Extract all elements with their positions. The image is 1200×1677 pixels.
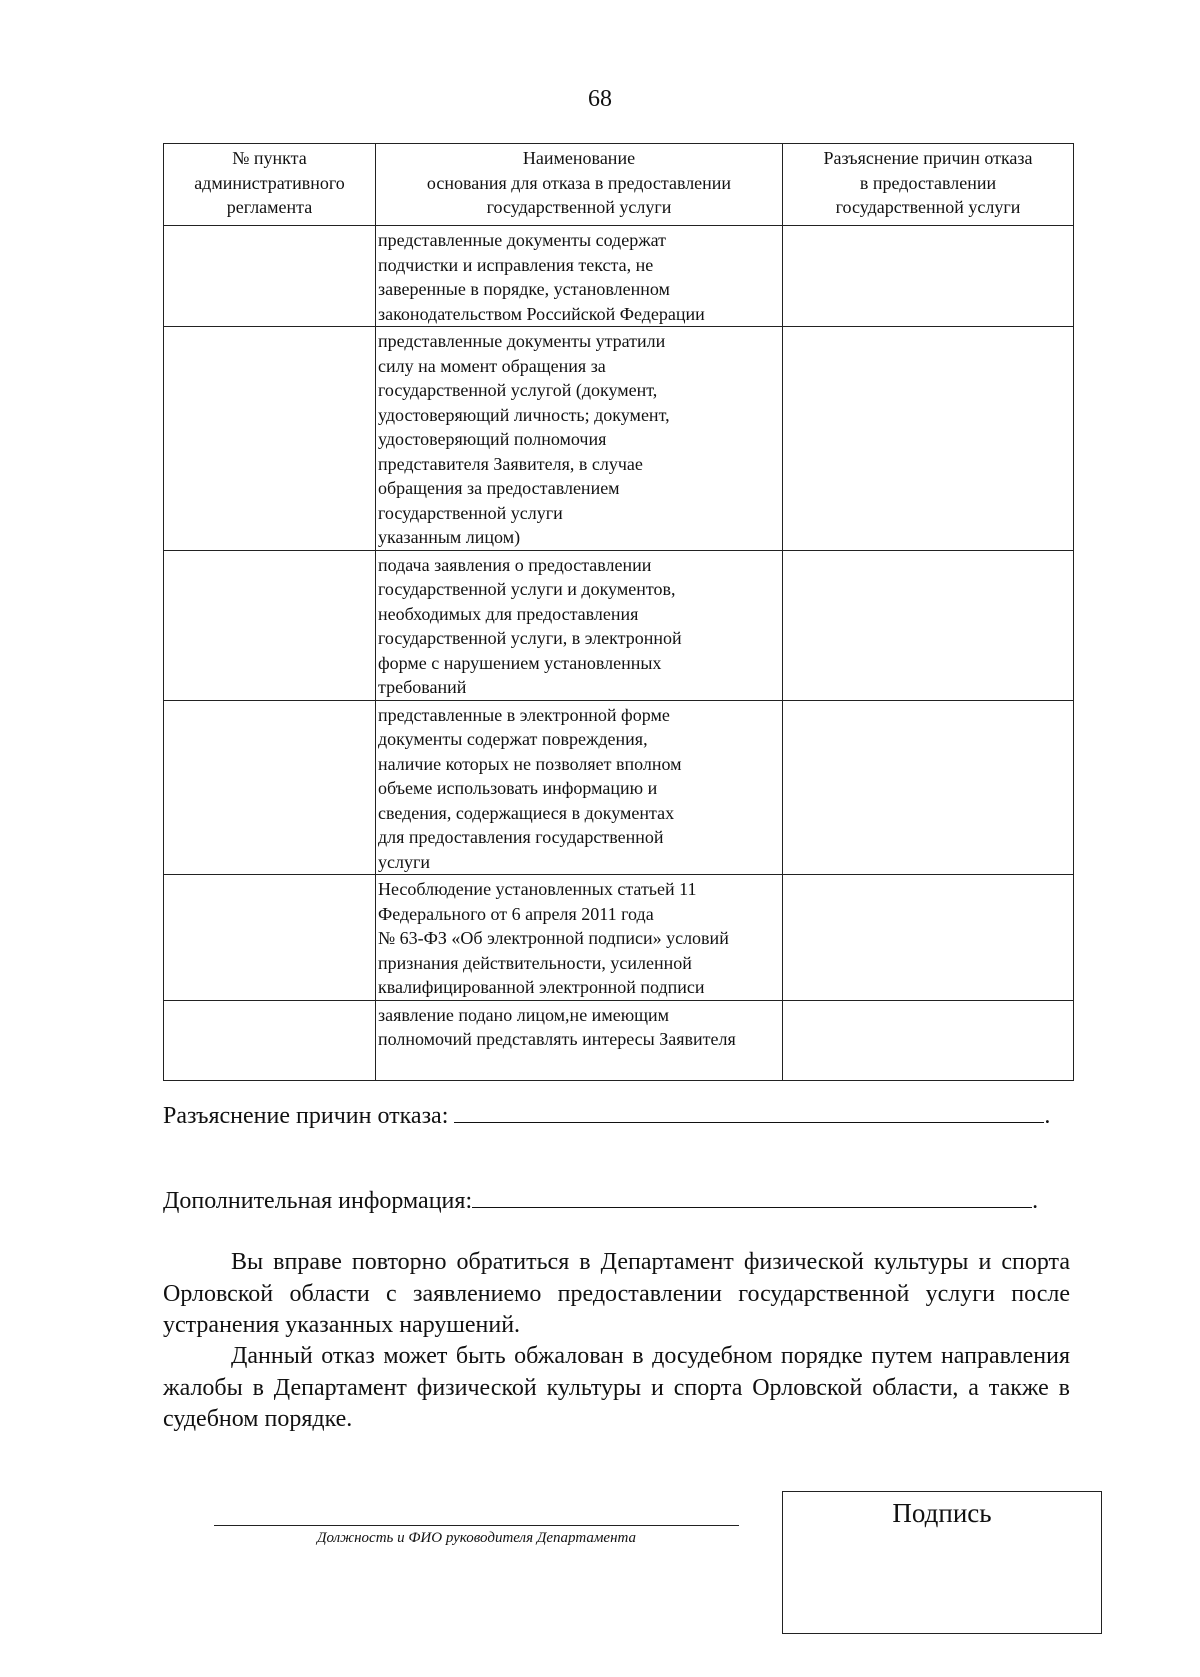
clause-number-cell bbox=[164, 875, 376, 1001]
signature-box-label: Подпись bbox=[892, 1498, 992, 1528]
table-row bbox=[164, 226, 1074, 327]
table-row bbox=[164, 327, 1074, 551]
header-refusal-ground: Наименование основания для отказа в предоставлении государственной услуги bbox=[376, 144, 783, 226]
explanation-cell bbox=[783, 875, 1074, 1001]
explanation-cell bbox=[783, 327, 1074, 551]
refusal-ground-cell bbox=[376, 700, 783, 875]
table-row bbox=[164, 550, 1074, 700]
explanation-cell bbox=[783, 1000, 1074, 1080]
additional-info-label: Дополнительная информация: bbox=[163, 1188, 473, 1214]
clause-number-cell bbox=[164, 226, 376, 327]
position-caption: Должность и ФИО руководителя Департамента bbox=[316, 1530, 637, 1546]
table-header-row bbox=[164, 144, 1074, 226]
page-number: 68 bbox=[588, 86, 612, 112]
refusal-reasons-blank bbox=[454, 1102, 1044, 1123]
explanation-cell bbox=[783, 700, 1074, 875]
appeal-paragraph: Данный отказ может быть обжалован в досудебном порядке путем направления жалобы в Департамент физической культуры и спорта Орловской области, а также в судебном порядке. bbox=[163, 1343, 1070, 1432]
refusal-ground-cell bbox=[376, 875, 783, 1001]
refusal-reasons-label: Разъяснение причин отказа: bbox=[163, 1103, 449, 1129]
explanation-cell bbox=[783, 550, 1074, 700]
header-clause-number: № пункта административного регламента bbox=[164, 144, 376, 226]
reapply-paragraph: Вы вправе повторно обратиться в Департамент физической культуры и спорта Орловской области с заявлениемо предоставлении государственной услуги после устранения указанных нарушений. bbox=[163, 1249, 1070, 1338]
table-row bbox=[164, 700, 1074, 875]
refusal-reasons-field bbox=[163, 1102, 1050, 1130]
refusal-ground-cell bbox=[376, 327, 783, 551]
refusal-ground-cell bbox=[376, 1000, 783, 1080]
refusal-ground-text: представленные в электронной форме документы содержат повреждения, наличие которых не позволяет вполном объеме использовать информацию и сведения, содержащиеся в документах для предоставления государственной услуги bbox=[378, 704, 682, 872]
clause-number-cell bbox=[164, 550, 376, 700]
refusal-ground-text: подача заявления о предоставлении государственной услуги и документов, необходимых для предоставления государственной услуги, в электронной форме с нарушением установленных требований bbox=[378, 554, 682, 697]
refusal-grounds-table bbox=[163, 143, 1074, 1081]
table-row bbox=[164, 1000, 1074, 1080]
clause-number-cell bbox=[164, 327, 376, 551]
clause-number-cell bbox=[164, 700, 376, 875]
table-row bbox=[164, 875, 1074, 1001]
refusal-ground-text: представленные документы содержат подчистки и исправления текста, не заверенные в порядке, установленном законодательством Российской Федерации bbox=[378, 230, 705, 324]
refusal-ground-cell bbox=[376, 550, 783, 700]
refusal-ground-text: Несоблюдение установленных статьей 11 Федерального от 6 апреля 2011 года № 63-ФЗ «Об электронной подписи» условий признания действительности, усиленной квалифицированной электронной подписи bbox=[378, 879, 729, 997]
additional-info-field bbox=[163, 1187, 1038, 1215]
signature-line bbox=[214, 1525, 739, 1526]
end-mark: . bbox=[1032, 1188, 1039, 1214]
additional-info-blank bbox=[472, 1187, 1032, 1208]
refusal-ground-cell bbox=[376, 226, 783, 327]
end-mark: . bbox=[1044, 1103, 1051, 1129]
refusal-ground-text: представленные документы утратили силу на момент обращения за государственной услугой (документ, удостоверяющий личность; документ, удостоверяющий полномочия представителя Заявителя, в случае обращения за предоставлением государственной услуги указанным лицом) bbox=[378, 331, 670, 547]
explanation-cell bbox=[783, 226, 1074, 327]
refusal-ground-text: заявление подано лицом,не имеющим полномочий представлять интересы Заявителя bbox=[378, 1004, 736, 1049]
signature-box bbox=[782, 1491, 1102, 1634]
header-refusal-explanation: Разъяснение причин отказа в предоставлении государственной услуги bbox=[783, 144, 1074, 226]
clause-number-cell bbox=[164, 1000, 376, 1080]
